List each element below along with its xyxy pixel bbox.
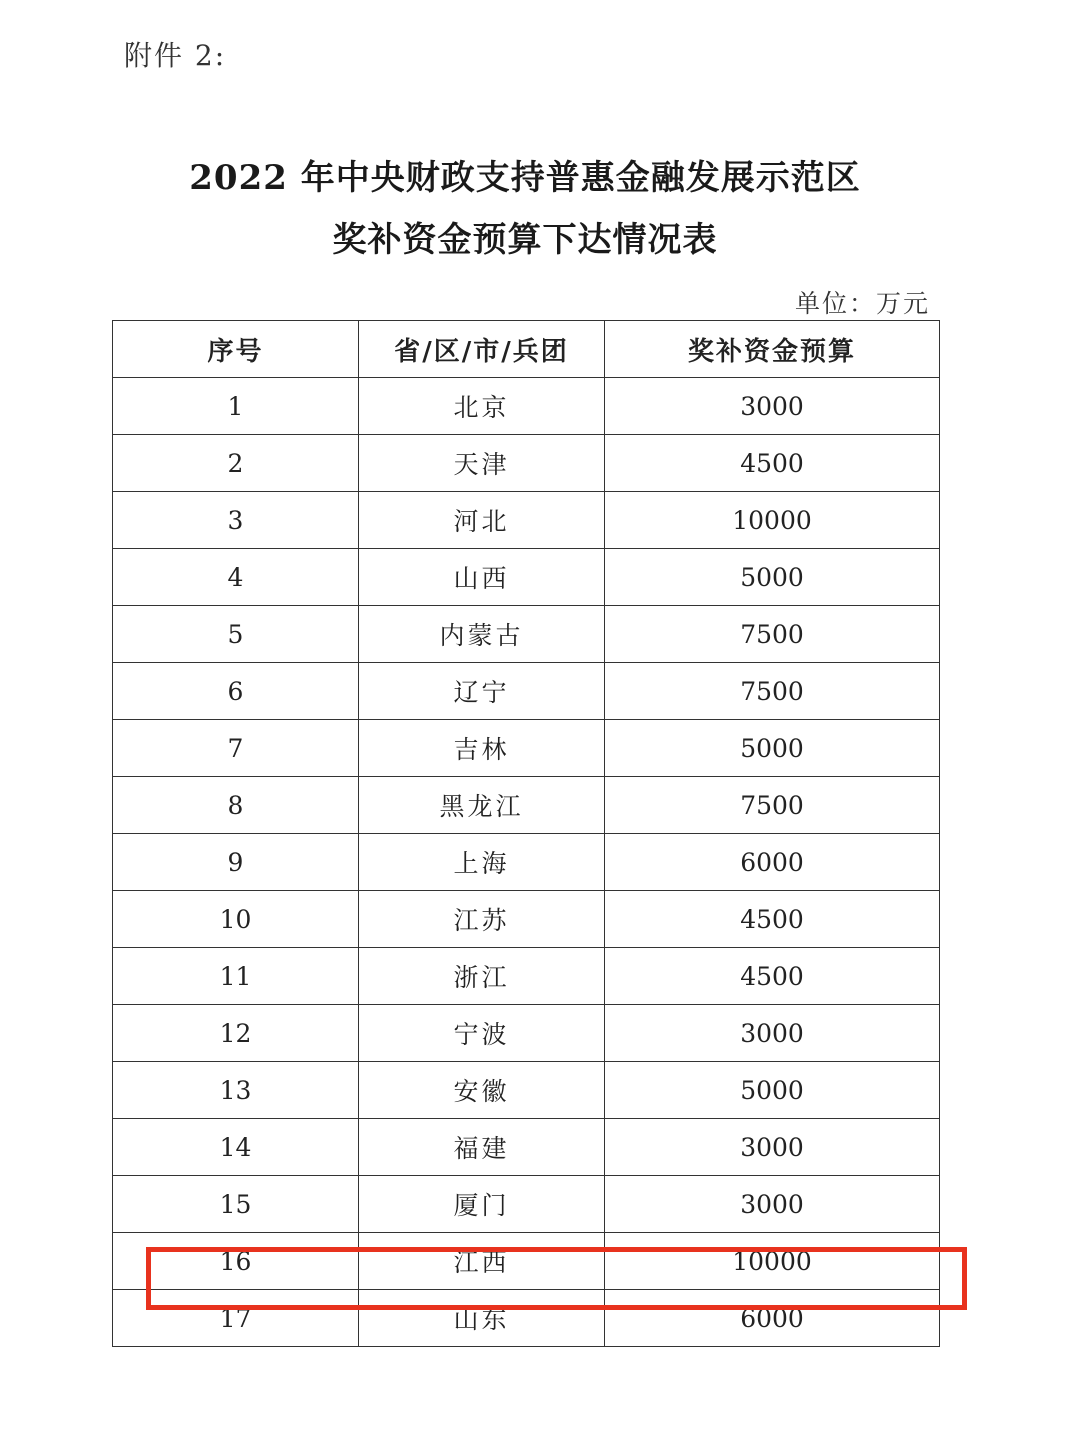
budget-cell: 7500 xyxy=(605,663,940,720)
document-title-line-1: 2022 年中央财政支持普惠金融发展示范区 xyxy=(189,158,861,198)
budget-cell: 3000 xyxy=(605,1005,940,1062)
region-cell: 安徽 xyxy=(359,1062,605,1119)
budget-table xyxy=(112,320,940,1347)
table-header-row xyxy=(113,321,940,378)
header-budget: 奖补资金预算 xyxy=(605,321,940,378)
table-row xyxy=(113,891,940,948)
table-row xyxy=(113,378,940,435)
serial-cell: 1 xyxy=(113,378,359,435)
table-row xyxy=(113,492,940,549)
document-title-line-2: 奖补资金预算下达情况表 xyxy=(332,220,718,260)
table-row xyxy=(113,1062,940,1119)
region-cell: 厦门 xyxy=(359,1176,605,1233)
table-row xyxy=(113,1005,940,1062)
region-cell: 河北 xyxy=(359,492,605,549)
budget-cell: 7500 xyxy=(605,606,940,663)
table-row xyxy=(113,435,940,492)
region-cell: 福建 xyxy=(359,1119,605,1176)
table-row xyxy=(113,834,940,891)
serial-cell: 12 xyxy=(113,1005,359,1062)
serial-cell: 6 xyxy=(113,663,359,720)
serial-cell: 13 xyxy=(113,1062,359,1119)
region-cell: 山西 xyxy=(359,549,605,606)
table-row xyxy=(113,1119,940,1176)
region-cell: 吉林 xyxy=(359,720,605,777)
region-cell: 宁波 xyxy=(359,1005,605,1062)
table-row xyxy=(113,948,940,1005)
region-cell: 江西 xyxy=(359,1233,605,1290)
serial-cell: 9 xyxy=(113,834,359,891)
serial-cell: 14 xyxy=(113,1119,359,1176)
region-cell: 山东 xyxy=(359,1290,605,1347)
budget-cell: 4500 xyxy=(605,435,940,492)
serial-cell: 17 xyxy=(113,1290,359,1347)
region-cell: 上海 xyxy=(359,834,605,891)
region-cell: 辽宁 xyxy=(359,663,605,720)
header-serial-number: 序号 xyxy=(113,321,359,378)
budget-cell: 3000 xyxy=(605,378,940,435)
serial-cell: 3 xyxy=(113,492,359,549)
region-cell: 北京 xyxy=(359,378,605,435)
attachment-label: 附件 2: xyxy=(124,39,227,72)
budget-cell: 4500 xyxy=(605,891,940,948)
unit-label: 单位：万元 xyxy=(794,289,930,318)
table-body xyxy=(113,378,940,1347)
serial-cell: 2 xyxy=(113,435,359,492)
serial-cell: 15 xyxy=(113,1176,359,1233)
serial-cell: 10 xyxy=(113,891,359,948)
budget-cell: 10000 xyxy=(605,492,940,549)
region-cell: 浙江 xyxy=(359,948,605,1005)
budget-cell: 3000 xyxy=(605,1176,940,1233)
table-row xyxy=(113,720,940,777)
serial-cell: 11 xyxy=(113,948,359,1005)
budget-cell: 5000 xyxy=(605,720,940,777)
budget-cell: 5000 xyxy=(605,1062,940,1119)
serial-cell: 5 xyxy=(113,606,359,663)
table-row xyxy=(113,777,940,834)
budget-cell: 6000 xyxy=(605,1290,940,1347)
budget-cell: 6000 xyxy=(605,834,940,891)
region-cell: 内蒙古 xyxy=(359,606,605,663)
region-cell: 江苏 xyxy=(359,891,605,948)
table-row xyxy=(113,1176,940,1233)
serial-cell: 7 xyxy=(113,720,359,777)
serial-cell: 16 xyxy=(113,1233,359,1290)
table-row xyxy=(113,549,940,606)
budget-cell: 7500 xyxy=(605,777,940,834)
budget-cell: 5000 xyxy=(605,549,940,606)
serial-cell: 8 xyxy=(113,777,359,834)
table-row xyxy=(113,606,940,663)
highlight-box xyxy=(146,1247,967,1310)
serial-cell: 4 xyxy=(113,549,359,606)
header-region: 省/区/市/兵团 xyxy=(359,321,605,378)
budget-cell: 3000 xyxy=(605,1119,940,1176)
region-cell: 天津 xyxy=(359,435,605,492)
budget-cell: 10000 xyxy=(605,1233,940,1290)
table-row xyxy=(113,663,940,720)
region-cell: 黑龙江 xyxy=(359,777,605,834)
budget-cell: 4500 xyxy=(605,948,940,1005)
